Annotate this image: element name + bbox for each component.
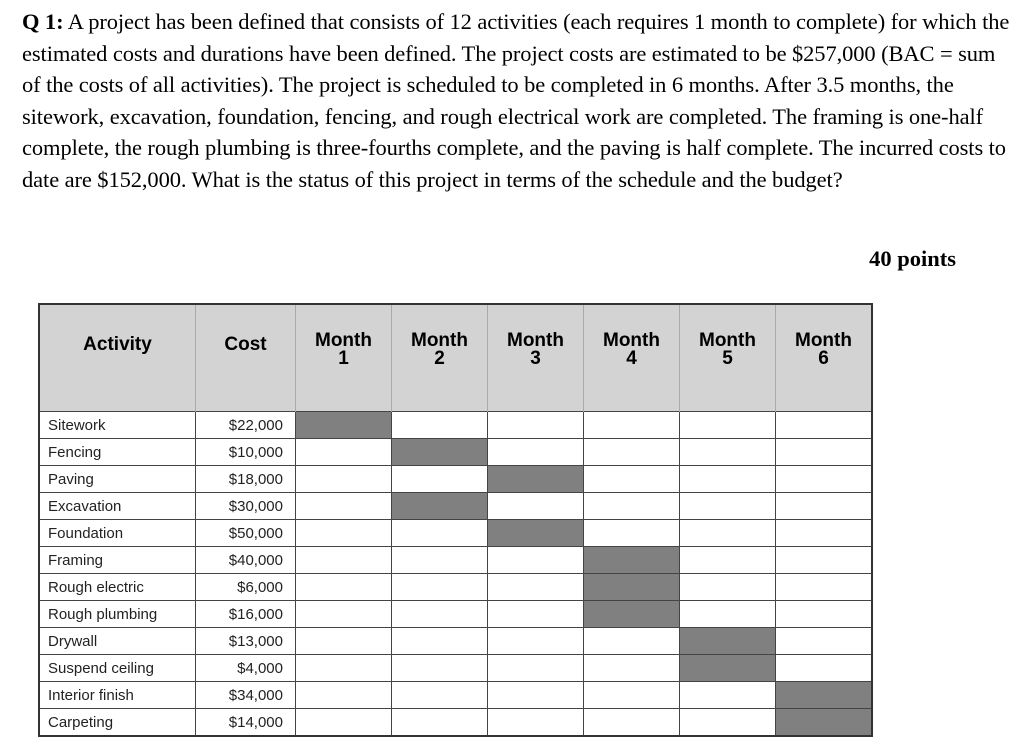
cost-cell: $50,000 — [196, 520, 296, 547]
schedule-bar-cell — [392, 439, 488, 466]
table-header-row — [39, 304, 872, 412]
schedule-bar-cell — [488, 520, 584, 547]
month-cell — [680, 520, 776, 547]
month-cell — [296, 520, 392, 547]
schedule-bar-cell — [776, 709, 873, 737]
schedule-bar-cell — [296, 412, 392, 439]
table-row — [39, 493, 872, 520]
month-cell — [584, 682, 680, 709]
header-month-word: Month — [795, 330, 852, 351]
month-cell — [776, 412, 873, 439]
month-cell — [680, 682, 776, 709]
table-row — [39, 520, 872, 547]
month-cell — [776, 655, 873, 682]
header-month-1 — [296, 304, 392, 412]
activity-cell: Fencing — [39, 439, 196, 466]
schedule-bar-cell — [392, 493, 488, 520]
month-cell — [488, 493, 584, 520]
cost-cell: $40,000 — [196, 547, 296, 574]
header-activity: Activity — [39, 304, 196, 412]
question-body: A project has been defined that consists of 12 activities (each requires 1 month to complete) for which the estimated costs and durations have been defined. The project costs are estimated to be $257,000 (BAC = sum of the costs of all activities). The project is scheduled to be completed in 6 months. After 3.5 months, the sitework, excavation, foundation, fencing, and rough electrical work are completed. The framing is one-half complete, the rough plumbing is three-fourths complete, and the paving is half complete. The incurred costs to date are $152,000. What is the status of this project in terms of the schedule and the budget? — [22, 9, 1010, 192]
header-month-2 — [392, 304, 488, 412]
cost-cell: $4,000 — [196, 655, 296, 682]
month-cell — [584, 412, 680, 439]
activity-cell: Paving — [39, 466, 196, 493]
month-cell — [680, 547, 776, 574]
header-month-number: 2 — [434, 348, 445, 369]
activity-cell: Carpeting — [39, 709, 196, 737]
cost-cell: $10,000 — [196, 439, 296, 466]
schedule-table — [38, 303, 873, 737]
month-cell — [776, 466, 873, 493]
month-cell — [296, 655, 392, 682]
activity-cell: Interior finish — [39, 682, 196, 709]
month-cell — [296, 466, 392, 493]
month-cell — [776, 547, 873, 574]
month-cell — [296, 574, 392, 601]
month-cell — [680, 601, 776, 628]
header-month-number: 6 — [818, 348, 829, 369]
month-cell — [488, 682, 584, 709]
month-cell — [680, 709, 776, 737]
month-cell — [488, 709, 584, 737]
cost-cell: $30,000 — [196, 493, 296, 520]
month-cell — [776, 493, 873, 520]
month-cell — [584, 493, 680, 520]
month-cell — [584, 655, 680, 682]
month-cell — [488, 574, 584, 601]
table-row — [39, 439, 872, 466]
month-cell — [488, 628, 584, 655]
header-month-number: 3 — [530, 348, 541, 369]
month-cell — [680, 466, 776, 493]
activity-cell: Rough plumbing — [39, 601, 196, 628]
month-cell — [776, 439, 873, 466]
month-cell — [584, 466, 680, 493]
month-cell — [296, 628, 392, 655]
month-cell — [296, 601, 392, 628]
month-cell — [392, 520, 488, 547]
cost-cell: $34,000 — [196, 682, 296, 709]
table-row — [39, 574, 872, 601]
header-month-number: 5 — [722, 348, 733, 369]
month-cell — [776, 628, 873, 655]
month-cell — [584, 439, 680, 466]
month-cell — [392, 601, 488, 628]
cost-cell: $14,000 — [196, 709, 296, 737]
activity-cell: Suspend ceiling — [39, 655, 196, 682]
month-cell — [392, 412, 488, 439]
month-cell — [776, 520, 873, 547]
schedule-bar-cell — [680, 628, 776, 655]
month-cell — [392, 628, 488, 655]
month-cell — [584, 520, 680, 547]
month-cell — [296, 547, 392, 574]
header-month-number: 1 — [338, 348, 349, 369]
month-cell — [296, 493, 392, 520]
table-row — [39, 601, 872, 628]
header-month-6 — [776, 304, 873, 412]
activity-cell: Foundation — [39, 520, 196, 547]
month-cell — [488, 547, 584, 574]
schedule-bar-cell — [680, 655, 776, 682]
header-month-word: Month — [507, 330, 564, 351]
month-cell — [776, 574, 873, 601]
question-label: Q 1: — [22, 9, 64, 34]
month-cell — [296, 709, 392, 737]
month-cell — [488, 655, 584, 682]
activity-cell: Drywall — [39, 628, 196, 655]
header-month-word: Month — [411, 330, 468, 351]
table-row — [39, 655, 872, 682]
points-label: 40 points — [869, 246, 956, 271]
header-month-5 — [680, 304, 776, 412]
cost-cell: $22,000 — [196, 412, 296, 439]
month-cell — [680, 412, 776, 439]
month-cell — [392, 655, 488, 682]
month-cell — [680, 439, 776, 466]
schedule-bar-cell — [488, 466, 584, 493]
month-cell — [488, 439, 584, 466]
header-month-word: Month — [603, 330, 660, 351]
table-row — [39, 628, 872, 655]
header-month-word: Month — [699, 330, 756, 351]
header-month-4 — [584, 304, 680, 412]
header-cost: Cost — [196, 304, 296, 412]
month-cell — [296, 682, 392, 709]
month-cell — [392, 466, 488, 493]
month-cell — [584, 628, 680, 655]
schedule-bar-cell — [584, 601, 680, 628]
cost-cell: $16,000 — [196, 601, 296, 628]
month-cell — [296, 439, 392, 466]
activity-cell: Excavation — [39, 493, 196, 520]
table-row — [39, 709, 872, 737]
header-month-number: 4 — [626, 348, 637, 369]
table-row — [39, 412, 872, 439]
month-cell — [776, 601, 873, 628]
activity-cell: Sitework — [39, 412, 196, 439]
month-cell — [392, 709, 488, 737]
cost-cell: $6,000 — [196, 574, 296, 601]
table-row — [39, 682, 872, 709]
month-cell — [680, 493, 776, 520]
schedule-bar-cell — [584, 574, 680, 601]
month-cell — [488, 412, 584, 439]
schedule-bar-cell — [776, 682, 873, 709]
cost-cell: $13,000 — [196, 628, 296, 655]
table-row — [39, 466, 872, 493]
month-cell — [488, 601, 584, 628]
question-text — [22, 6, 1012, 196]
month-cell — [680, 574, 776, 601]
activity-cell: Rough electric — [39, 574, 196, 601]
header-month-3 — [488, 304, 584, 412]
schedule-body — [39, 412, 872, 737]
month-cell — [392, 682, 488, 709]
month-cell — [584, 709, 680, 737]
schedule-bar-cell — [584, 547, 680, 574]
month-cell — [392, 547, 488, 574]
activity-cell: Framing — [39, 547, 196, 574]
table-row — [39, 547, 872, 574]
header-month-word: Month — [315, 330, 372, 351]
month-cell — [392, 574, 488, 601]
cost-cell: $18,000 — [196, 466, 296, 493]
